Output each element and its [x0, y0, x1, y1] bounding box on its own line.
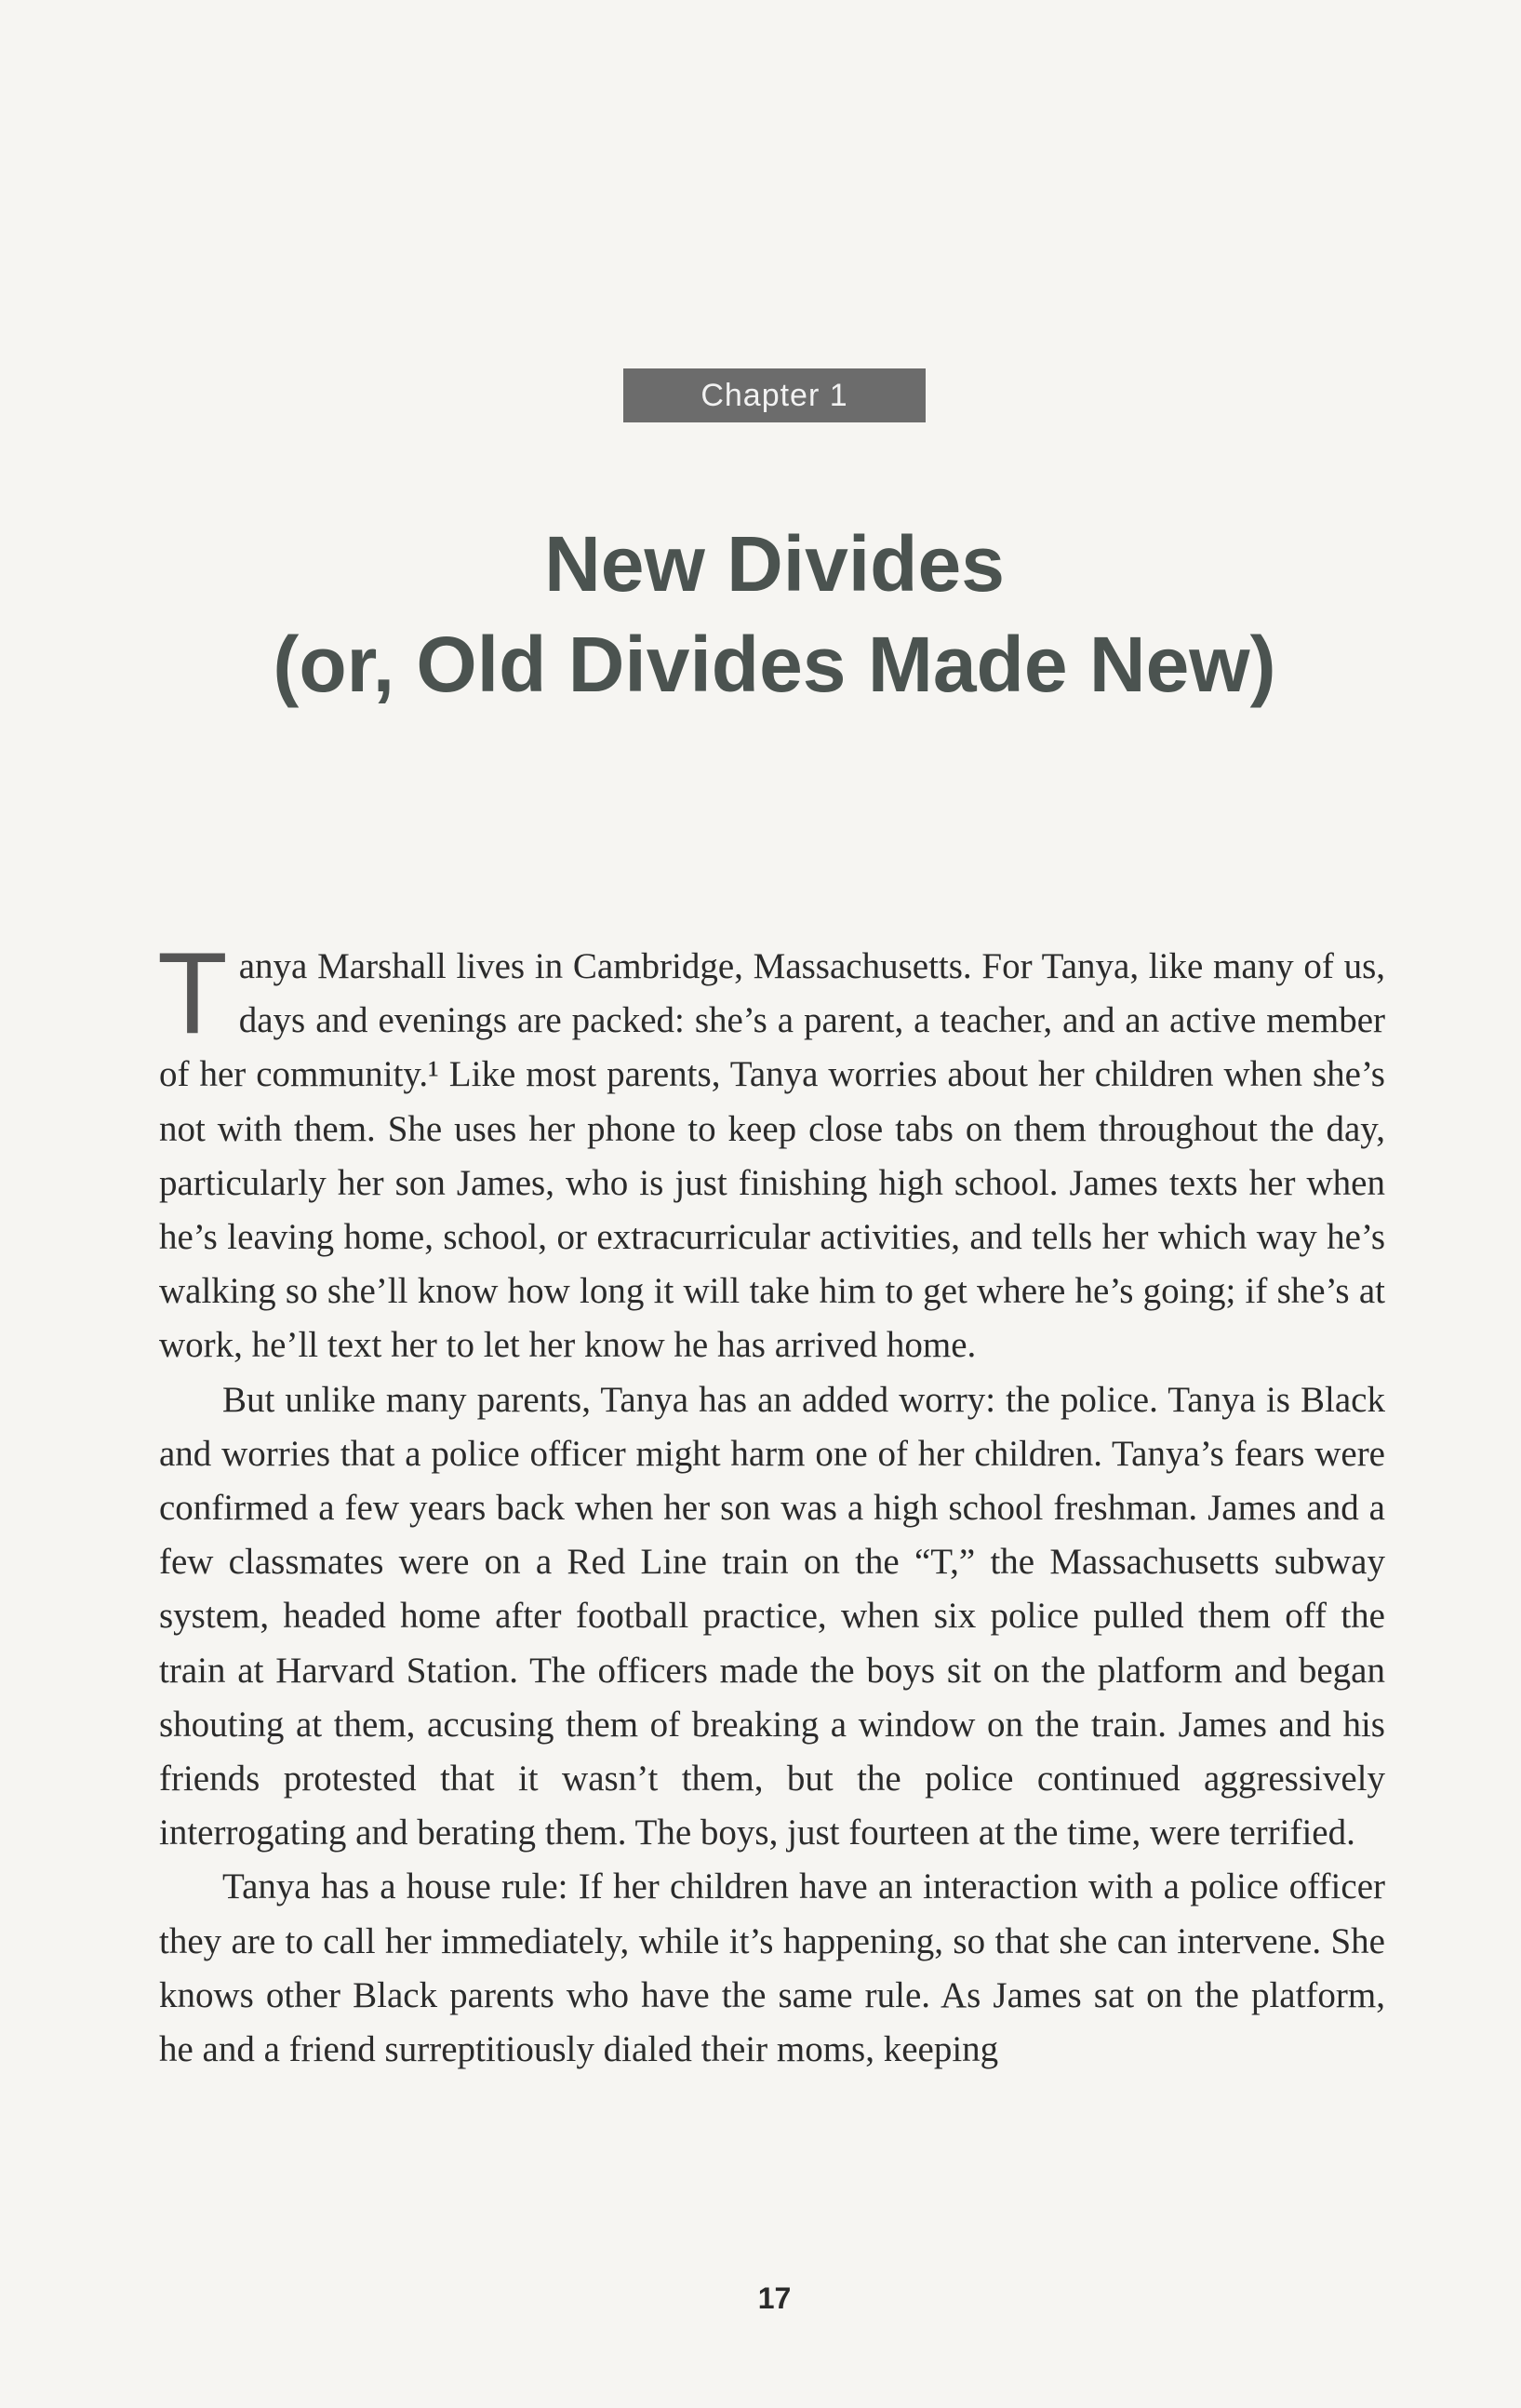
chapter-title — [0, 514, 1521, 715]
paragraph-2: But unlike many parents, Tanya has an added worry: the police. Tanya is Black and worries that a police officer might harm one of her children. Tanya’s fears were confirmed a few years back when her son was a high school freshman. James and a few classmates were on a Red Line train on the “T,” the Massachusetts subway system, headed home after football practice, when six police pulled them off the train at Harvard Station. The officers made the boys sit on the platform and began shouting at them, accusing them of breaking a window on the train. James and his friends protested that it wasn’t them, but the police continued aggressively interrogating and berating them. The boys, just fourteen at the time, were terrified. — [159, 1379, 1385, 1853]
page-number: 17 — [757, 2281, 792, 2315]
chapter-title-line-1: New Divides — [544, 520, 1005, 608]
chapter-label: Chapter 1 — [623, 368, 926, 422]
drop-cap: T — [157, 930, 228, 1058]
paragraph-1-text: anya Marshall lives in Cambridge, Massachusetts. For Tanya, like many of us, days and evenings are packed: she’s a parent, a teacher, and an active member of her community.¹ Like most parents, Tanya worries about her children when she’s not with them. She uses her phone to keep close tabs on them throughout the day, particularly her son James, who is just finishing high school. James texts her when he’s leaving home, school, or extracurricular activities, and tells her which way he’s walking so she’ll know how long it will take him to get where he’s going; if she’s at work, he’ll text her to let her know he has arrived home. — [159, 946, 1385, 1366]
body-text — [157, 930, 1385, 2077]
paragraph-1 — [157, 930, 1385, 1373]
chapter-title-line-2: (or, Old Divides Made New) — [273, 621, 1276, 708]
paragraph-3: Tanya has a house rule: If her children have an interaction with a police officer they are to call her immediately, while it’s happening, so that she can intervene. She knows other Black parents who have the same rule. As James sat on the platform, he and a friend surreptitiously dialed their moms, keeping — [159, 1866, 1385, 2070]
